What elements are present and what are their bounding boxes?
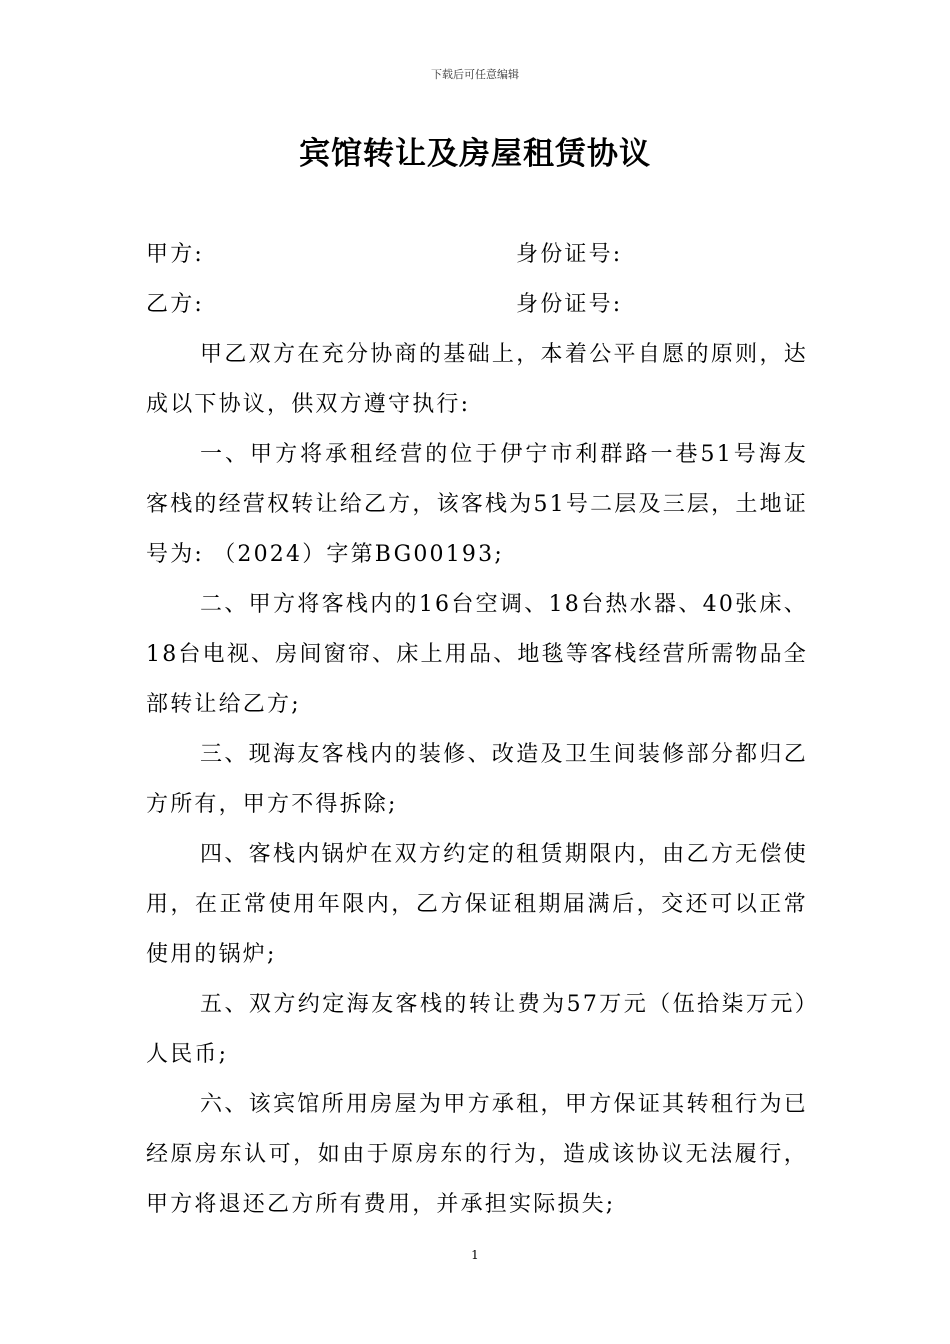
clause-5: 五、双方约定海友客栈的转让费为57万元（伍拾柒万元）人民币; xyxy=(146,992,808,1067)
page-number: 1 xyxy=(471,1248,479,1262)
paragraph-intro: 甲乙双方在充分协商的基础上，本着公平自愿的原则，达成以下协议，供双方遵守执行: xyxy=(146,342,808,417)
document-body xyxy=(146,230,808,1230)
party-b-row xyxy=(146,280,808,330)
party-b-label: 乙方: xyxy=(146,292,205,317)
party-a-id-label: 身份证号: xyxy=(516,242,623,267)
clause-1: 一、甲方将承租经营的位于伊宁市利群路一巷51号海友客栈的经营权转让给乙方，该客栈为51号二层及三层，土地证号为: （2024）字第BG00193; xyxy=(146,442,808,567)
party-a-label: 甲方: xyxy=(146,242,205,267)
header-note: 下载后可任意编辑 xyxy=(431,68,519,81)
party-a-row xyxy=(146,230,808,280)
clause-6: 六、该宾馆所用房屋为甲方承租，甲方保证其转租行为已经原房东认可，如由于原房东的行为，造成该协议无法履行，甲方将退还乙方所有费用，并承担实际损失; xyxy=(146,1092,808,1217)
clause-3: 三、现海友客栈内的装修、改造及卫生间装修部分都归乙方所有，甲方不得拆除; xyxy=(146,742,808,817)
party-b-id-label: 身份证号: xyxy=(516,292,623,317)
clause-4: 四、客栈内锅炉在双方约定的租赁期限内，由乙方无偿使用，在正常使用年限内，乙方保证租期届满后，交还可以正常使用的锅炉; xyxy=(146,842,808,967)
document-title: 宾馆转让及房屋租赁协议 xyxy=(299,136,651,172)
clause-2: 二、甲方将客栈内的16台空调、18台热水器、40张床、18台电视、房间窗帘、床上用品、地毯等客栈经营所需物品全部转让给乙方; xyxy=(146,592,808,717)
